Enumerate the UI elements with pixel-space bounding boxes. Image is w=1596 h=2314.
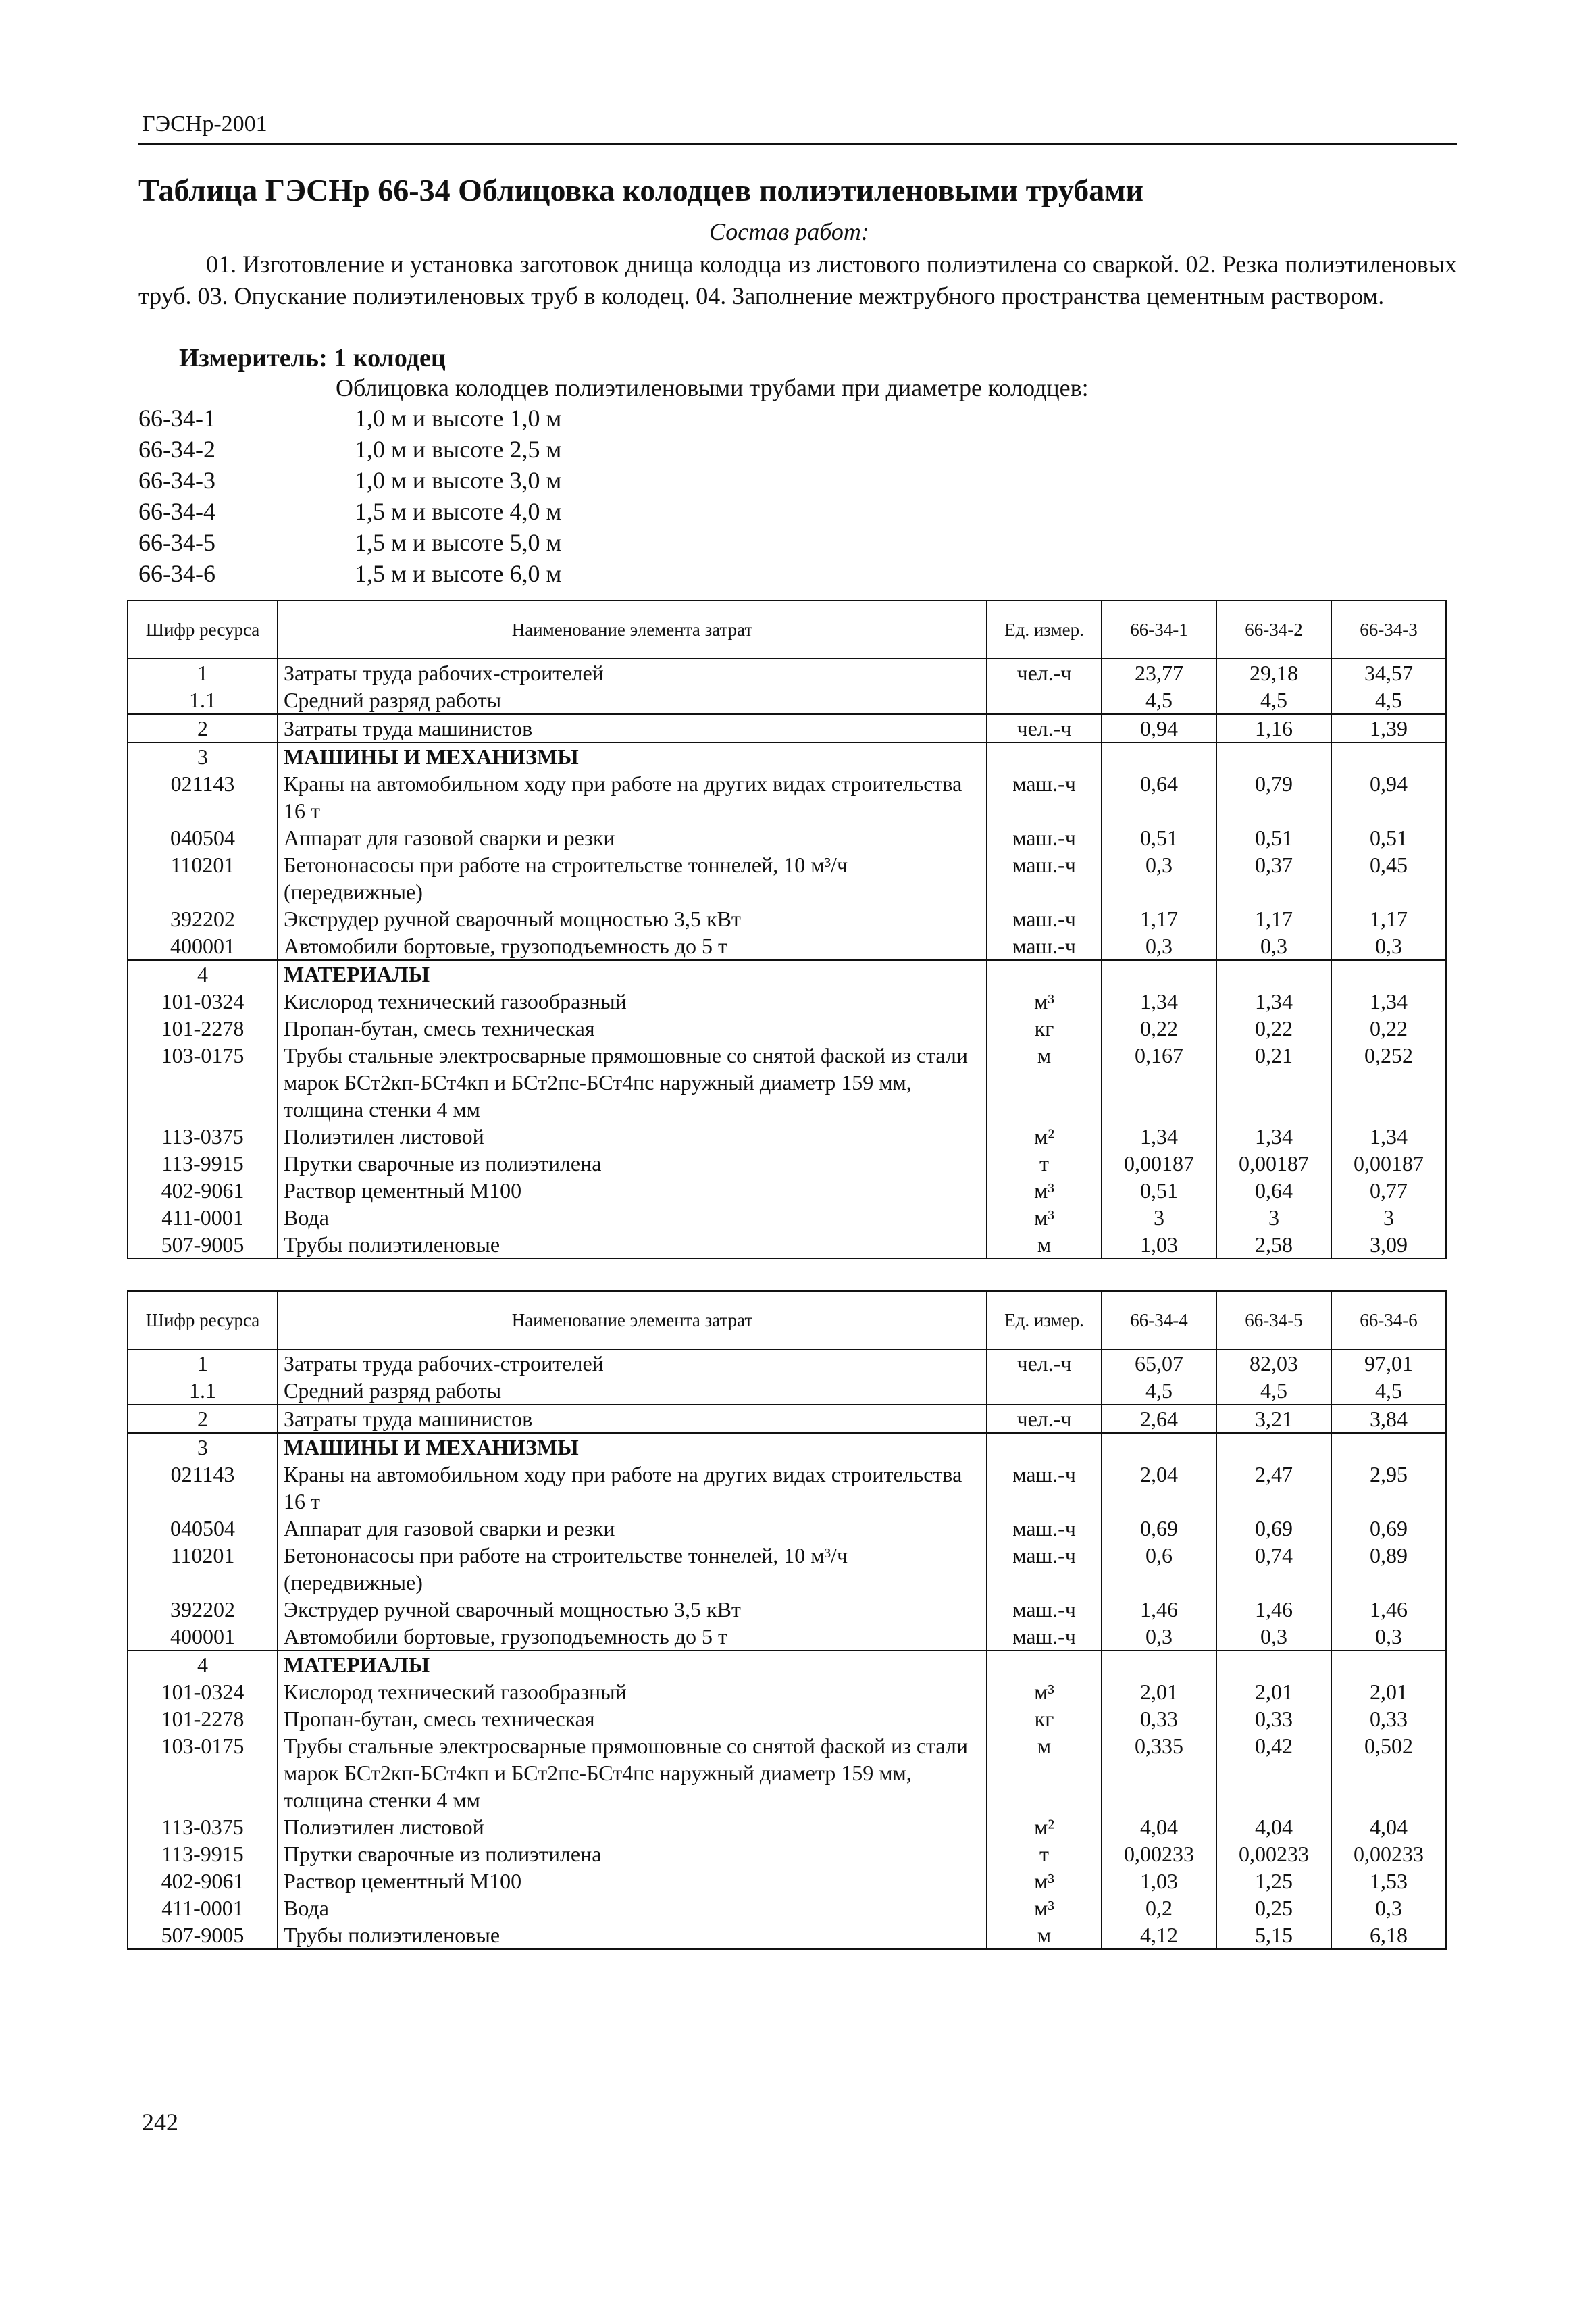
unit-cell: маш.-ч xyxy=(987,824,1102,851)
resource-code: 507-9005 xyxy=(128,1921,278,1949)
unit-cell: маш.-ч xyxy=(987,1596,1102,1623)
cost-element-name: Полиэтилен листовой xyxy=(278,1813,987,1840)
header-variant-column: 66-34-3 xyxy=(1331,601,1446,659)
variants-heading: Облицовка колодцев полиэтиленовыми трубами при диаметре колодцев: xyxy=(336,374,1089,401)
resource-code: 1.1 xyxy=(128,686,278,714)
value-cell: 1,34 xyxy=(1102,1123,1216,1150)
value-cell: 0,33 xyxy=(1216,1705,1331,1732)
resource-code: 103-0175 xyxy=(128,1732,278,1813)
value-cell: 65,07 xyxy=(1102,1349,1216,1377)
resource-code: 021143 xyxy=(128,1461,278,1515)
resource-code: 103-0175 xyxy=(128,1042,278,1123)
unit-cell xyxy=(987,1377,1102,1405)
unit-cell: м³ xyxy=(987,1894,1102,1921)
value-cell: 4,5 xyxy=(1331,1377,1446,1405)
value-cell: 82,03 xyxy=(1216,1349,1331,1377)
table-row xyxy=(128,1867,1446,1894)
resource-code: 400001 xyxy=(128,1623,278,1651)
cost-element-name: Кислород технический газообразный xyxy=(278,1678,987,1705)
header-variant-column: 66-34-4 xyxy=(1102,1291,1216,1349)
value-cell: 1,03 xyxy=(1102,1231,1216,1259)
cost-element-name: Автомобили бортовые, грузоподъемность до 5 т xyxy=(278,932,987,960)
unit-cell: маш.-ч xyxy=(987,770,1102,824)
section-row xyxy=(128,1651,1446,1678)
table-row xyxy=(128,1894,1446,1921)
header-variant-column: 66-34-6 xyxy=(1331,1291,1446,1349)
value-cell: 4,12 xyxy=(1102,1921,1216,1949)
value-cell: 2,64 xyxy=(1102,1405,1216,1433)
value-cell: 1,34 xyxy=(1331,988,1446,1015)
value-cell: 2,58 xyxy=(1216,1231,1331,1259)
value-cell: 1,03 xyxy=(1102,1867,1216,1894)
resource-code: 101-2278 xyxy=(128,1705,278,1732)
value-cell: 4,5 xyxy=(1216,686,1331,714)
cost-element-name: Прутки сварочные из полиэтилена xyxy=(278,1840,987,1867)
resource-code: 040504 xyxy=(128,824,278,851)
value-cell: 1,34 xyxy=(1331,1123,1446,1150)
value-cell: 0,00233 xyxy=(1331,1840,1446,1867)
value-cell: 4,04 xyxy=(1331,1813,1446,1840)
resource-code: 113-9915 xyxy=(128,1840,278,1867)
value-cell: 0,74 xyxy=(1216,1542,1331,1596)
header-rule xyxy=(138,143,1457,145)
header-code: Шифр ресурса xyxy=(128,1291,278,1349)
resource-code: 2 xyxy=(128,714,278,743)
cost-element-name: Краны на автомобильном ходу при работе на других видах строительства 16 т xyxy=(278,770,987,824)
table-row xyxy=(128,1042,1446,1123)
value-cell: 4,5 xyxy=(1102,686,1216,714)
table-row xyxy=(128,1177,1446,1204)
value-cell: 1,53 xyxy=(1331,1867,1446,1894)
cost-element-name: Затраты труда рабочих-строителей xyxy=(278,1349,987,1377)
unit-cell: кг xyxy=(987,1705,1102,1732)
unit-cell: кг xyxy=(987,1015,1102,1042)
page-number: 242 xyxy=(142,2109,178,2136)
table-row xyxy=(128,714,1446,743)
cost-element-name: Средний разряд работы xyxy=(278,1377,987,1405)
unit-cell: м³ xyxy=(987,1678,1102,1705)
resource-code: 040504 xyxy=(128,1515,278,1542)
unit-cell xyxy=(987,1433,1102,1461)
resource-code: 3 xyxy=(128,743,278,770)
cost-element-name: Аппарат для газовой сварки и резки xyxy=(278,824,987,851)
value-cell xyxy=(1102,743,1216,770)
header-variant-column: 66-34-1 xyxy=(1102,601,1216,659)
section-row xyxy=(128,960,1446,988)
cost-element-name: Средний разряд работы xyxy=(278,686,987,714)
resource-code: 402-9061 xyxy=(128,1867,278,1894)
value-cell: 0,00233 xyxy=(1216,1840,1331,1867)
value-cell xyxy=(1331,1433,1446,1461)
section-row xyxy=(128,1433,1446,1461)
value-cell: 0,69 xyxy=(1216,1515,1331,1542)
resource-code: 101-2278 xyxy=(128,1015,278,1042)
value-cell: 0,37 xyxy=(1216,851,1331,905)
value-cell: 0,3 xyxy=(1102,932,1216,960)
header-name: Наименование элемента затрат xyxy=(278,1291,987,1349)
value-cell: 34,57 xyxy=(1331,659,1446,686)
cost-element-name: Пропан-бутан, смесь техническая xyxy=(278,1015,987,1042)
value-cell: 0,64 xyxy=(1102,770,1216,824)
cost-element-name: МАТЕРИАЛЫ xyxy=(278,960,987,988)
value-cell: 0,167 xyxy=(1102,1042,1216,1123)
value-cell: 0,22 xyxy=(1331,1015,1446,1042)
unit-cell: т xyxy=(987,1150,1102,1177)
cost-element-name: МАШИНЫ И МЕХАНИЗМЫ xyxy=(278,743,987,770)
value-cell: 3 xyxy=(1102,1204,1216,1231)
value-cell: 29,18 xyxy=(1216,659,1331,686)
value-cell xyxy=(1216,1433,1331,1461)
variant-description: 1,0 м и высоте 1,0 м xyxy=(355,405,562,432)
value-cell: 0,00187 xyxy=(1102,1150,1216,1177)
unit-cell: м xyxy=(987,1732,1102,1813)
header-unit: Ед. измер. xyxy=(987,1291,1102,1349)
value-cell: 0,3 xyxy=(1331,1894,1446,1921)
value-cell xyxy=(1102,960,1216,988)
value-cell: 5,15 xyxy=(1216,1921,1331,1949)
cost-element-name: Прутки сварочные из полиэтилена xyxy=(278,1150,987,1177)
unit-cell: м³ xyxy=(987,1867,1102,1894)
value-cell xyxy=(1216,743,1331,770)
unit-cell: м² xyxy=(987,1813,1102,1840)
value-cell: 3 xyxy=(1331,1204,1446,1231)
resource-code: 101-0324 xyxy=(128,988,278,1015)
value-cell: 2,04 xyxy=(1102,1461,1216,1515)
value-cell: 3,09 xyxy=(1331,1231,1446,1259)
resource-table-1 xyxy=(127,600,1447,1259)
value-cell: 0,69 xyxy=(1331,1515,1446,1542)
header-unit: Ед. измер. xyxy=(987,601,1102,659)
value-cell: 3,84 xyxy=(1331,1405,1446,1433)
cost-element-name: Вода xyxy=(278,1894,987,1921)
variant-code: 66-34-5 xyxy=(138,529,215,556)
cost-element-name: Автомобили бортовые, грузоподъемность до 5 т xyxy=(278,1623,987,1651)
value-cell: 0,6 xyxy=(1102,1542,1216,1596)
cost-element-name: Экструдер ручной сварочный мощностью 3,5 кВт xyxy=(278,1596,987,1623)
variant-description: 1,0 м и высоте 2,5 м xyxy=(355,436,562,463)
value-cell: 0,502 xyxy=(1331,1732,1446,1813)
value-cell: 4,04 xyxy=(1216,1813,1331,1840)
table-header-row xyxy=(128,601,1446,659)
value-cell: 0,22 xyxy=(1102,1015,1216,1042)
value-cell: 1,16 xyxy=(1216,714,1331,743)
table-row xyxy=(128,1015,1446,1042)
value-cell xyxy=(1102,1651,1216,1678)
unit-cell xyxy=(987,743,1102,770)
resource-table-2 xyxy=(127,1290,1447,1950)
value-cell: 0,89 xyxy=(1331,1542,1446,1596)
unit-cell: маш.-ч xyxy=(987,1623,1102,1651)
resource-code: 411-0001 xyxy=(128,1204,278,1231)
resource-code: 110201 xyxy=(128,851,278,905)
table-row xyxy=(128,1732,1446,1813)
value-cell: 0,00187 xyxy=(1331,1150,1446,1177)
table-header-row xyxy=(128,1291,1446,1349)
cost-element-name: Раствор цементный М100 xyxy=(278,1867,987,1894)
unit-of-measure: Измеритель: 1 колодец xyxy=(179,344,446,372)
table-row xyxy=(128,1596,1446,1623)
value-cell: 1,46 xyxy=(1216,1596,1331,1623)
resource-code: 1 xyxy=(128,1349,278,1377)
unit-cell: маш.-ч xyxy=(987,851,1102,905)
variant-code: 66-34-6 xyxy=(138,560,215,587)
value-cell: 1,34 xyxy=(1216,988,1331,1015)
cost-element-name: Трубы стальные электросварные прямошовные со снятой фаской из стали марок БСт2кп-БСт4кп и БСт2пс-БСт4пс наружный диаметр 159 мм, толщина стенки 4 мм xyxy=(278,1042,987,1123)
table-row xyxy=(128,770,1446,824)
resource-code: 4 xyxy=(128,960,278,988)
unit-cell xyxy=(987,1651,1102,1678)
cost-element-name: Бетононасосы при работе на строительстве тоннелей, 10 м³/ч (передвижные) xyxy=(278,851,987,905)
value-cell xyxy=(1216,1651,1331,1678)
value-cell: 0,25 xyxy=(1216,1894,1331,1921)
value-cell: 1,34 xyxy=(1102,988,1216,1015)
value-cell: 2,47 xyxy=(1216,1461,1331,1515)
value-cell: 0,42 xyxy=(1216,1732,1331,1813)
variant-code: 66-34-4 xyxy=(138,498,215,525)
table-row xyxy=(128,1705,1446,1732)
value-cell: 0,69 xyxy=(1102,1515,1216,1542)
unit-cell: маш.-ч xyxy=(987,1515,1102,1542)
section-row xyxy=(128,743,1446,770)
resource-code: 402-9061 xyxy=(128,1177,278,1204)
value-cell: 0,3 xyxy=(1102,851,1216,905)
variant-code: 66-34-3 xyxy=(138,467,215,494)
table-row xyxy=(128,1461,1446,1515)
table-row xyxy=(128,1377,1446,1405)
value-cell: 0,00187 xyxy=(1216,1150,1331,1177)
table-row xyxy=(128,686,1446,714)
table-row xyxy=(128,932,1446,960)
cost-element-name: Затраты труда рабочих-строителей xyxy=(278,659,987,686)
value-cell: 23,77 xyxy=(1102,659,1216,686)
value-cell: 3,21 xyxy=(1216,1405,1331,1433)
value-cell: 0,64 xyxy=(1216,1177,1331,1204)
value-cell: 1,25 xyxy=(1216,1867,1331,1894)
resource-code: 392202 xyxy=(128,1596,278,1623)
table-row xyxy=(128,905,1446,932)
value-cell: 0,3 xyxy=(1331,1623,1446,1651)
unit-cell: чел.-ч xyxy=(987,1405,1102,1433)
table-row xyxy=(128,1204,1446,1231)
value-cell: 0,94 xyxy=(1102,714,1216,743)
cost-element-name: Трубы полиэтиленовые xyxy=(278,1231,987,1259)
resource-code: 4 xyxy=(128,1651,278,1678)
resource-code: 3 xyxy=(128,1433,278,1461)
value-cell xyxy=(1331,960,1446,988)
cost-element-name: МАШИНЫ И МЕХАНИЗМЫ xyxy=(278,1433,987,1461)
resource-code: 507-9005 xyxy=(128,1231,278,1259)
cost-element-name: Экструдер ручной сварочный мощностью 3,5 кВт xyxy=(278,905,987,932)
header-variant-column: 66-34-2 xyxy=(1216,601,1331,659)
value-cell: 0,3 xyxy=(1216,932,1331,960)
value-cell: 97,01 xyxy=(1331,1349,1446,1377)
work-composition-text: 01. Изготовление и установка заготовок днища колодца из листового полиэтилена со сваркой. 02. Резка полиэтиленовых труб. 03. Опускание полиэтиленовых труб в колодец. 04. Заполнение межтрубного пространства цементным раствором. xyxy=(138,251,1457,309)
table-row xyxy=(128,1678,1446,1705)
value-cell: 1,17 xyxy=(1331,905,1446,932)
value-cell: 0,252 xyxy=(1331,1042,1446,1123)
variant-code: 66-34-2 xyxy=(138,436,215,463)
cost-element-name: Трубы полиэтиленовые xyxy=(278,1921,987,1949)
table-row xyxy=(128,1813,1446,1840)
value-cell: 0,2 xyxy=(1102,1894,1216,1921)
table-row xyxy=(128,1515,1446,1542)
value-cell: 0,33 xyxy=(1102,1705,1216,1732)
value-cell: 0,335 xyxy=(1102,1732,1216,1813)
table-row xyxy=(128,1123,1446,1150)
resource-code: 411-0001 xyxy=(128,1894,278,1921)
cost-element-name: Кислород технический газообразный xyxy=(278,988,987,1015)
header-name: Наименование элемента затрат xyxy=(278,601,987,659)
value-cell: 0,3 xyxy=(1331,932,1446,960)
header-variant-column: 66-34-5 xyxy=(1216,1291,1331,1349)
table-title: Таблица ГЭСНр 66-34 Облицовка колодцев полиэтиленовыми трубами xyxy=(138,173,1144,207)
unit-cell: м xyxy=(987,1042,1102,1123)
value-cell: 1,46 xyxy=(1102,1596,1216,1623)
table-row xyxy=(128,1349,1446,1377)
unit-cell: м³ xyxy=(987,1204,1102,1231)
cost-element-name: Аппарат для газовой сварки и резки xyxy=(278,1515,987,1542)
unit-cell: чел.-ч xyxy=(987,659,1102,686)
unit-cell xyxy=(987,960,1102,988)
cost-element-name: Полиэтилен листовой xyxy=(278,1123,987,1150)
table-row xyxy=(128,1840,1446,1867)
cost-element-name: Краны на автомобильном ходу при работе на других видах строительства 16 т xyxy=(278,1461,987,1515)
value-cell: 4,5 xyxy=(1102,1377,1216,1405)
value-cell: 1,46 xyxy=(1331,1596,1446,1623)
resource-code: 113-0375 xyxy=(128,1813,278,1840)
value-cell: 0,51 xyxy=(1331,824,1446,851)
value-cell xyxy=(1216,960,1331,988)
unit-cell: маш.-ч xyxy=(987,1461,1102,1515)
value-cell: 2,95 xyxy=(1331,1461,1446,1515)
value-cell xyxy=(1331,1651,1446,1678)
cost-element-name: МАТЕРИАЛЫ xyxy=(278,1651,987,1678)
unit-cell: чел.-ч xyxy=(987,1349,1102,1377)
table-row xyxy=(128,851,1446,905)
variant-description: 1,5 м и высоте 5,0 м xyxy=(355,529,562,556)
value-cell xyxy=(1331,743,1446,770)
resource-code: 392202 xyxy=(128,905,278,932)
unit-cell: м xyxy=(987,1231,1102,1259)
table-row xyxy=(128,1405,1446,1433)
value-cell: 6,18 xyxy=(1331,1921,1446,1949)
table-row xyxy=(128,1542,1446,1596)
unit-cell: маш.-ч xyxy=(987,1542,1102,1596)
table-row xyxy=(128,824,1446,851)
value-cell: 4,5 xyxy=(1216,1377,1331,1405)
value-cell: 0,79 xyxy=(1216,770,1331,824)
value-cell: 0,22 xyxy=(1216,1015,1331,1042)
value-cell: 2,01 xyxy=(1102,1678,1216,1705)
unit-cell: м xyxy=(987,1921,1102,1949)
value-cell: 0,51 xyxy=(1102,824,1216,851)
unit-cell: чел.-ч xyxy=(987,714,1102,743)
resource-code: 101-0324 xyxy=(128,1678,278,1705)
resource-code: 110201 xyxy=(128,1542,278,1596)
value-cell: 3 xyxy=(1216,1204,1331,1231)
value-cell: 1,17 xyxy=(1102,905,1216,932)
value-cell: 2,01 xyxy=(1216,1678,1331,1705)
cost-element-name: Пропан-бутан, смесь техническая xyxy=(278,1705,987,1732)
table-row xyxy=(128,1623,1446,1651)
variant-description: 1,5 м и высоте 4,0 м xyxy=(355,498,562,525)
resource-code: 021143 xyxy=(128,770,278,824)
header-code: Шифр ресурса xyxy=(128,601,278,659)
value-cell: 1,39 xyxy=(1331,714,1446,743)
value-cell: 0,94 xyxy=(1331,770,1446,824)
resource-code: 113-0375 xyxy=(128,1123,278,1150)
value-cell: 0,51 xyxy=(1102,1177,1216,1204)
table-row xyxy=(128,988,1446,1015)
value-cell: 0,3 xyxy=(1216,1623,1331,1651)
cost-element-name: Затраты труда машинистов xyxy=(278,714,987,743)
unit-cell xyxy=(987,686,1102,714)
value-cell xyxy=(1102,1433,1216,1461)
resource-code: 400001 xyxy=(128,932,278,960)
variant-description: 1,5 м и высоте 6,0 м xyxy=(355,560,562,587)
value-cell: 4,04 xyxy=(1102,1813,1216,1840)
unit-cell: м³ xyxy=(987,1177,1102,1204)
variant-code: 66-34-1 xyxy=(138,405,215,432)
value-cell: 1,17 xyxy=(1216,905,1331,932)
value-cell: 2,01 xyxy=(1331,1678,1446,1705)
value-cell: 0,3 xyxy=(1102,1623,1216,1651)
value-cell: 0,33 xyxy=(1331,1705,1446,1732)
table-row xyxy=(128,1231,1446,1259)
table-row xyxy=(128,1150,1446,1177)
cost-element-name: Затраты труда машинистов xyxy=(278,1405,987,1433)
unit-cell: маш.-ч xyxy=(987,905,1102,932)
unit-cell: маш.-ч xyxy=(987,932,1102,960)
value-cell: 0,21 xyxy=(1216,1042,1331,1123)
value-cell: 4,5 xyxy=(1331,686,1446,714)
unit-cell: т xyxy=(987,1840,1102,1867)
cost-element-name: Бетононасосы при работе на строительстве тоннелей, 10 м³/ч (передвижные) xyxy=(278,1542,987,1596)
resource-code: 1 xyxy=(128,659,278,686)
value-cell: 0,00233 xyxy=(1102,1840,1216,1867)
unit-cell: м³ xyxy=(987,988,1102,1015)
resource-code: 2 xyxy=(128,1405,278,1433)
running-header: ГЭСНр-2001 xyxy=(142,111,267,136)
resource-code: 1.1 xyxy=(128,1377,278,1405)
value-cell: 1,34 xyxy=(1216,1123,1331,1150)
value-cell: 0,45 xyxy=(1331,851,1446,905)
unit-cell: м² xyxy=(987,1123,1102,1150)
table-row xyxy=(128,659,1446,686)
resource-code: 113-9915 xyxy=(128,1150,278,1177)
variant-description: 1,0 м и высоте 3,0 м xyxy=(355,467,562,494)
value-cell: 0,51 xyxy=(1216,824,1331,851)
cost-element-name: Вода xyxy=(278,1204,987,1231)
value-cell: 0,77 xyxy=(1331,1177,1446,1204)
cost-element-name: Раствор цементный М100 xyxy=(278,1177,987,1204)
work-composition-heading: Состав работ: xyxy=(709,218,869,245)
table-row xyxy=(128,1921,1446,1949)
cost-element-name: Трубы стальные электросварные прямошовные со снятой фаской из стали марок БСт2кп-БСт4кп и БСт2пс-БСт4пс наружный диаметр 159 мм, толщина стенки 4 мм xyxy=(278,1732,987,1813)
